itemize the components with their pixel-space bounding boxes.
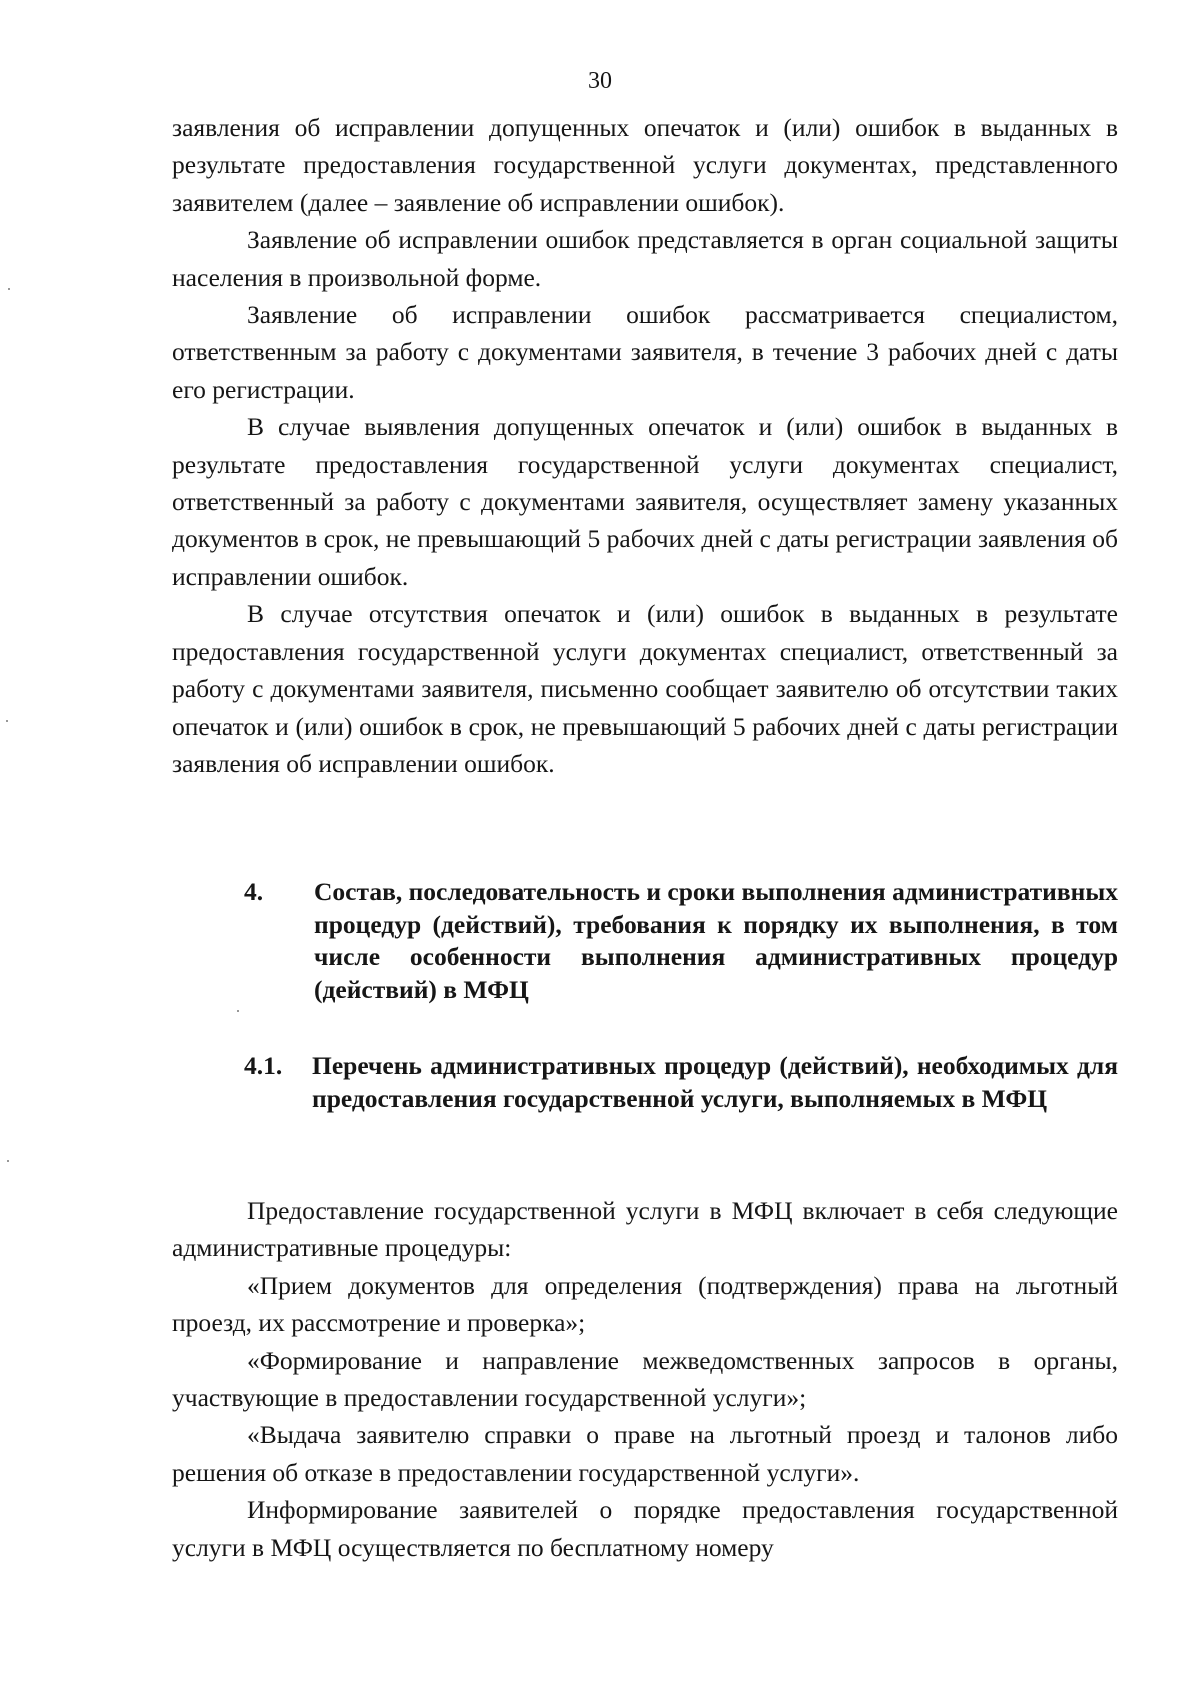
section-4-1-number: 4.1. xyxy=(244,1051,283,1080)
section-2-body xyxy=(172,1192,1118,1566)
section-1-body xyxy=(172,109,1118,782)
section-4-heading xyxy=(244,876,1118,1006)
paragraph-4: В случае выявления допущенных опечаток и (или) ошибок в выданных в результате предоставления государственной услуги документах специалист, ответственный за работу с документами заявителя, осуществляет замену указанных документов в срок, не превышающий 5 рабочих дней с даты регистрации заявления об исправлении ошибок. xyxy=(172,412,1118,591)
paragraph-8: «Формирование и направление межведомственных запросов в органы, участвующие в предоставлении государственной услуги»; xyxy=(172,1345,1118,1413)
section-4-number: 4. xyxy=(244,877,264,906)
scan-speck xyxy=(237,1010,239,1012)
scan-speck xyxy=(7,1160,9,1162)
paragraph-6: Предоставление государственной услуги в МФЦ включает в себя следующие административные процедуры: xyxy=(172,1196,1118,1263)
section-4-1-title: Перечень административных процедур (действий), необходимых для предоставления государственной услуги, выполняемых в МФЦ xyxy=(312,1051,1118,1113)
section-4-title: Состав, последовательность и сроки выполнения административных процедур (действий), требования к порядку их выполнения, в том числе особенности выполнения административных процедур (действий) в МФЦ xyxy=(314,877,1118,1004)
section-4-1-heading xyxy=(244,1050,1118,1115)
paragraph-7: «Прием документов для определения (подтверждения) права на льготный проезд, их рассмотрение и проверка»; xyxy=(172,1270,1118,1338)
paragraph-1: заявления об исправлении допущенных опечаток и (или) ошибок в выданных в результате предоставления государственной услуги документах, представленного заявителем (далее – заявление об исправлении ошибок). xyxy=(172,113,1118,217)
scan-speck xyxy=(8,288,10,290)
paragraph-10: Информирование заявителей о порядке предоставления государственной услуги в МФЦ осуществляется по бесплатному номеру xyxy=(172,1495,1118,1562)
paragraph-3: Заявление об исправлении ошибок рассматривается специалистом, ответственным за работу с документами заявителя, в течение 3 рабочих дней с даты его регистрации. xyxy=(172,300,1118,404)
paragraph-5: В случае отсутствия опечаток и (или) ошибок в выданных в результате предоставления государственной услуги документах специалист, ответственный за работу с документами заявителя, письменно сообщает заявителю об отсутствии таких опечаток и (или) ошибок в срок, не превышающий 5 рабочих дней с даты регистрации заявления об исправлении ошибок. xyxy=(172,599,1118,778)
scan-speck xyxy=(6,720,8,722)
page-number: 30 xyxy=(588,68,612,94)
paragraph-9: «Выдача заявителю справки о праве на льготный проезд и талонов либо решения об отказе в предоставлении государственной услуги». xyxy=(172,1420,1118,1487)
paragraph-2: Заявление об исправлении ошибок представляется в орган социальной защиты населения в произвольной форме. xyxy=(172,225,1118,292)
